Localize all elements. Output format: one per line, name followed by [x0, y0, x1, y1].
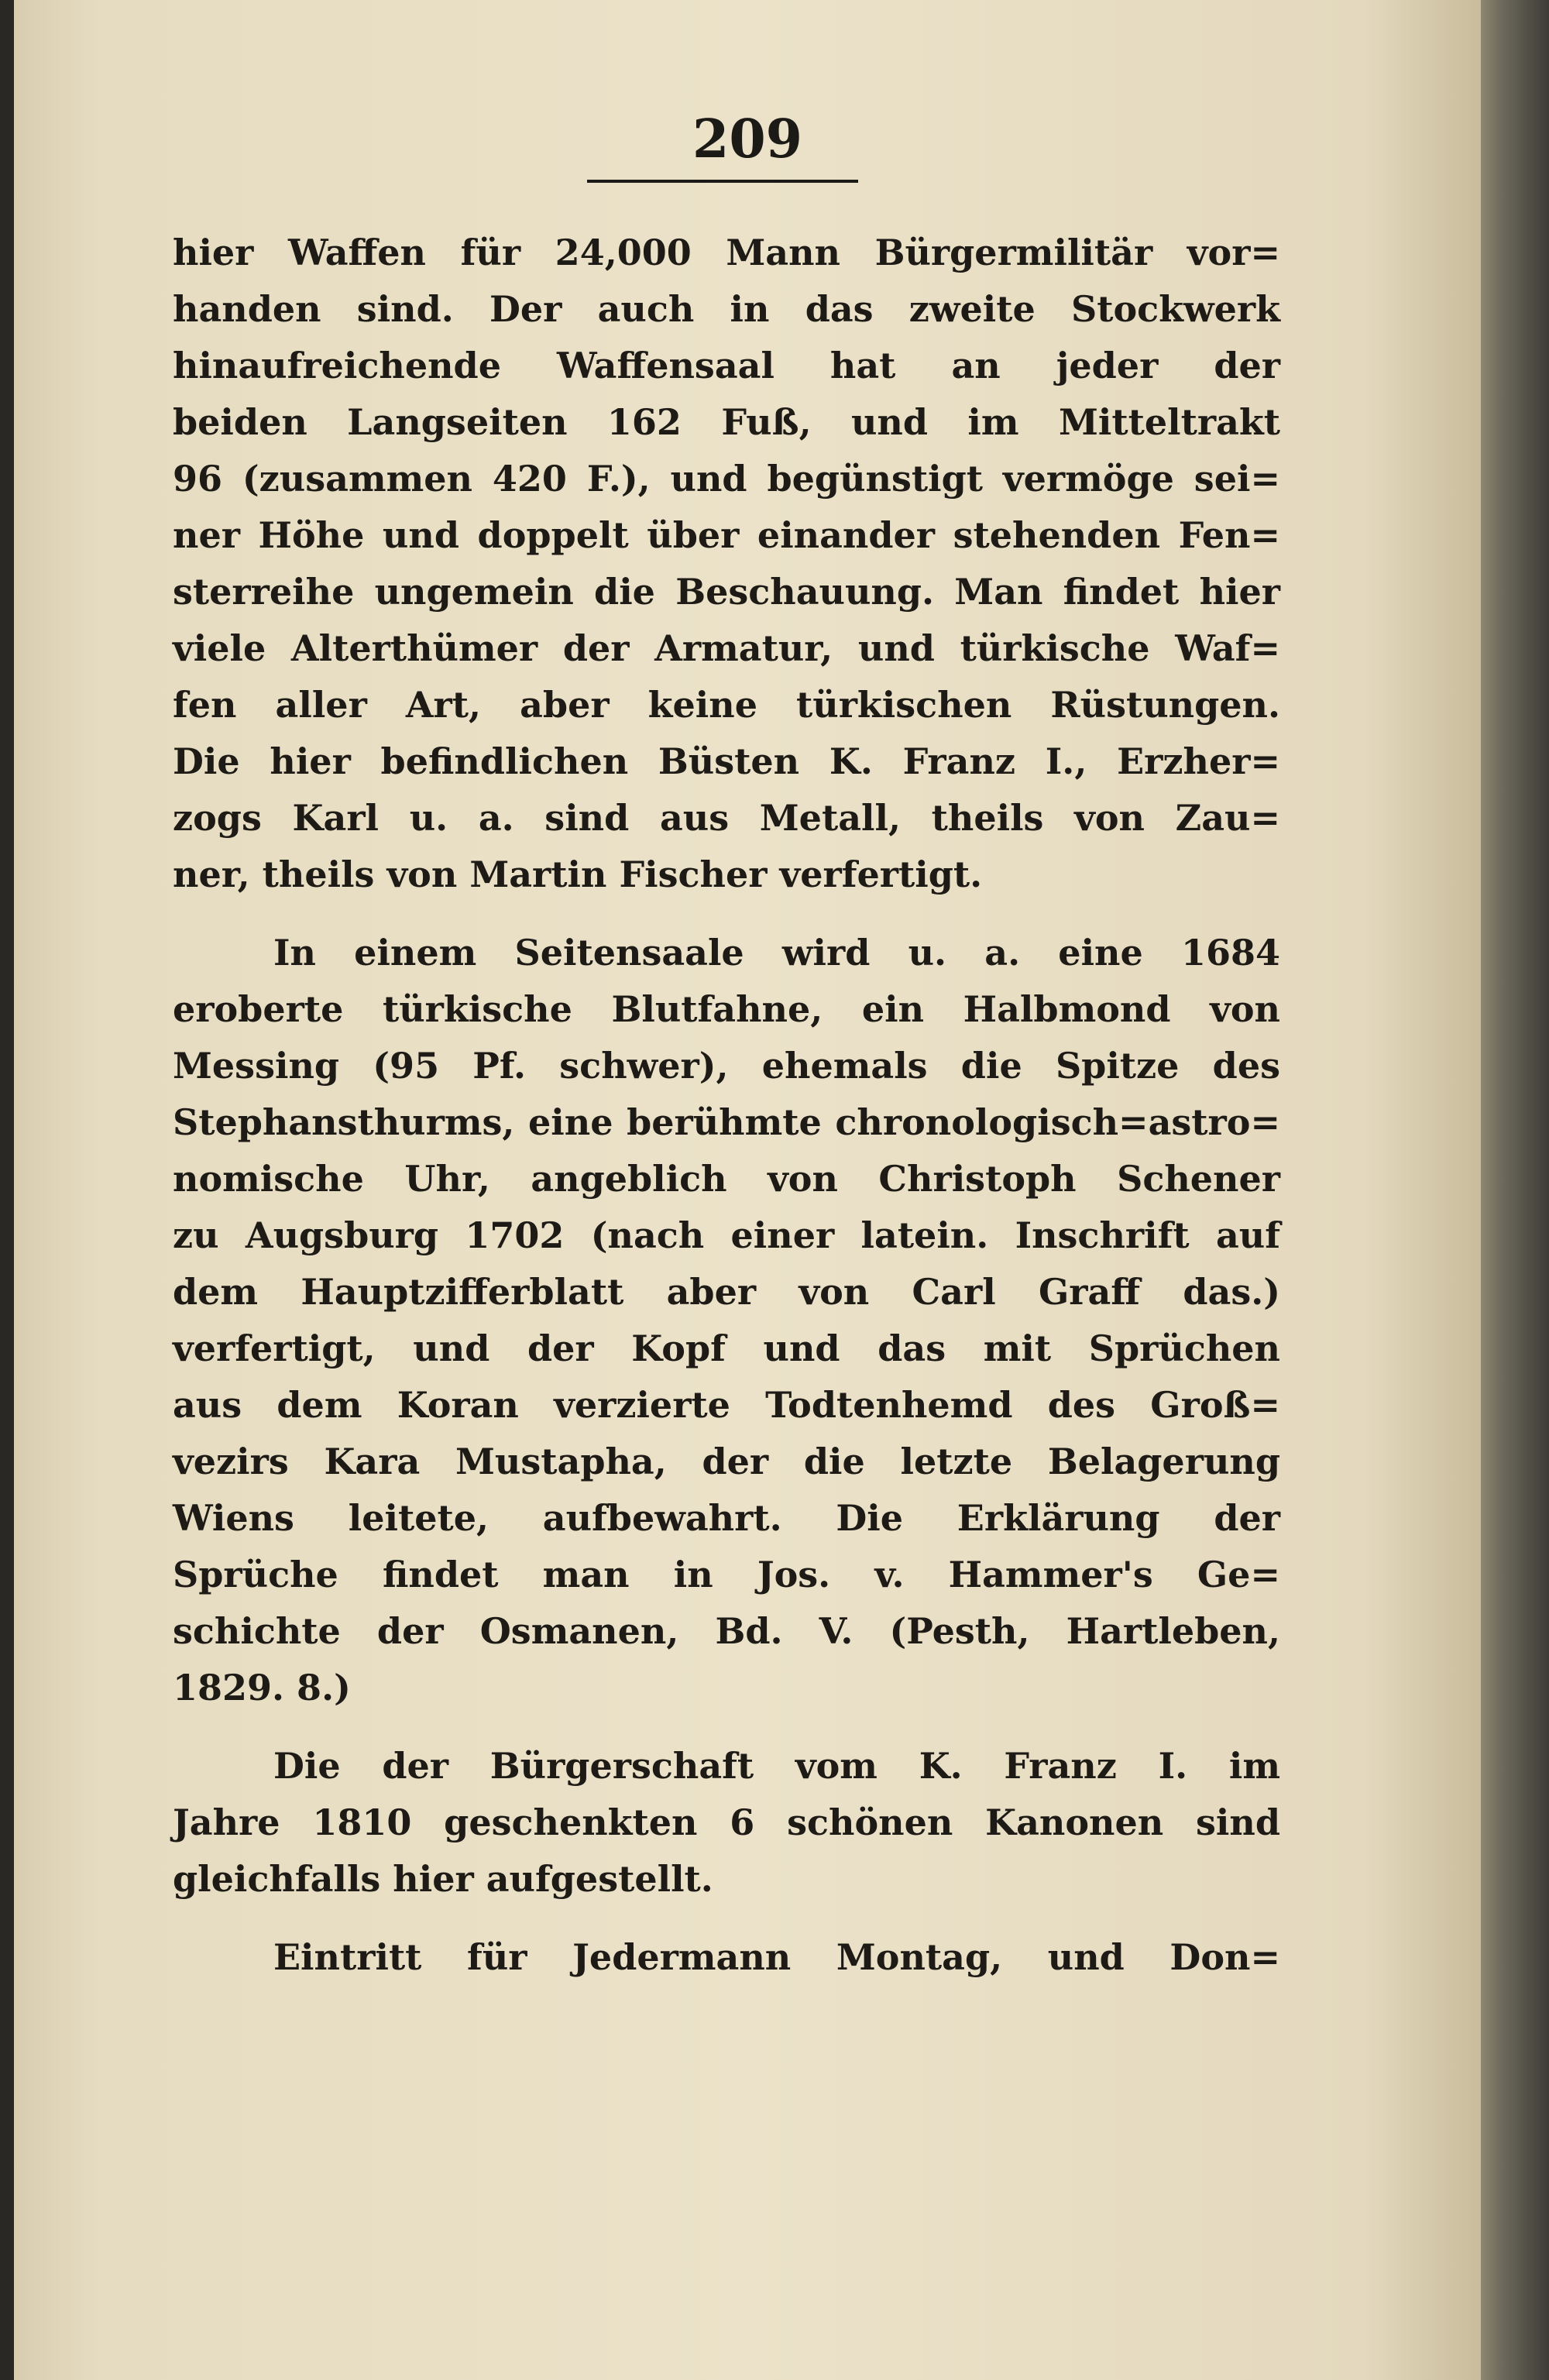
paragraph-gap: [173, 1908, 1280, 1929]
page-edge: [1481, 0, 1549, 2380]
text-line: zogs Karl u. a. sind aus Metall, theils von Zau=: [173, 797, 1280, 839]
text-line: ner Höhe und doppelt über einander stehenden Fen=: [173, 514, 1280, 556]
paragraph-gap: [173, 1716, 1280, 1738]
text-line: sterreihe ungemein die Beschauung. Man findet hier: [173, 571, 1280, 613]
text-line: aus dem Koran verzierte Todtenhemd des Groß=: [173, 1384, 1280, 1426]
text-line: Messing (95 Pf. schwer), ehemals die Spitze des: [173, 1045, 1280, 1087]
text-line: hinaufreichende Waffensaal hat an jeder der: [173, 345, 1280, 386]
page-number: 209: [692, 108, 802, 170]
text-line: eroberte türkische Blutfahne, ein Halbmond von: [173, 988, 1280, 1030]
text-line: 1829. 8.): [173, 1667, 351, 1709]
text-line: Eintritt für Jedermann Montag, und Don=: [273, 1936, 1280, 1978]
text-line: verfertigt, und der Kopf und das mit Sprüchen: [173, 1327, 1280, 1369]
text-line: nomische Uhr, angeblich von Christoph Schener: [173, 1158, 1280, 1200]
text-line: schichte der Osmanen, Bd. V. (Pesth, Hartleben,: [173, 1610, 1280, 1652]
text-line: Stephansthurms, eine berühmte chronologisch=astro=: [173, 1101, 1280, 1143]
text-line: fen aller Art, aber keine türkischen Rüstungen.: [173, 684, 1280, 726]
text-line: viele Alterthümer der Armatur, und türkische Waf=: [173, 627, 1280, 669]
text-line: gleichfalls hier aufgestellt.: [173, 1858, 713, 1900]
text-line: hier Waffen für 24,000 Mann Bürgermilitär vor=: [173, 232, 1280, 273]
text-line: vezirs Kara Mustapha, der die letzte Belagerung: [173, 1441, 1280, 1482]
text-line: Sprüche findet man in Jos. v. Hammer's Ge=: [173, 1554, 1280, 1595]
header-rule: [587, 180, 858, 183]
text-line: 96 (zusammen 420 F.), und begünstigt vermöge sei=: [173, 458, 1280, 500]
paragraph-2: [173, 925, 1280, 1716]
paragraph-gap: [173, 903, 1280, 925]
paragraph-1: [173, 225, 1280, 903]
paragraph-4: [173, 1929, 1280, 1986]
text-line: In einem Seitensaale wird u. a. eine 1684: [273, 932, 1280, 974]
text-line: beiden Langseiten 162 Fuß, und im Mitteltrakt: [173, 401, 1280, 443]
text-line: Jahre 1810 geschenkten 6 schönen Kanonen sind: [173, 1801, 1280, 1843]
text-line: handen sind. Der auch in das zweite Stockwerk: [173, 288, 1280, 330]
text-line: Die hier befindlichen Büsten K. Franz I., Erzher=: [173, 740, 1280, 782]
text-line: Wiens leitete, aufbewahrt. Die Erklärung der: [173, 1497, 1280, 1539]
page-text: [173, 225, 1280, 1986]
text-line: dem Hauptzifferblatt aber von Carl Graff das.): [173, 1271, 1280, 1313]
book-page: [14, 0, 1481, 2380]
paragraph-3: [173, 1738, 1280, 1908]
text-line: ner, theils von Martin Fischer verfertigt.: [173, 853, 983, 895]
text-line: Die der Bürgerschaft vom K. Franz I. im: [273, 1745, 1280, 1787]
text-line: zu Augsburg 1702 (nach einer latein. Inschrift auf: [173, 1214, 1280, 1256]
